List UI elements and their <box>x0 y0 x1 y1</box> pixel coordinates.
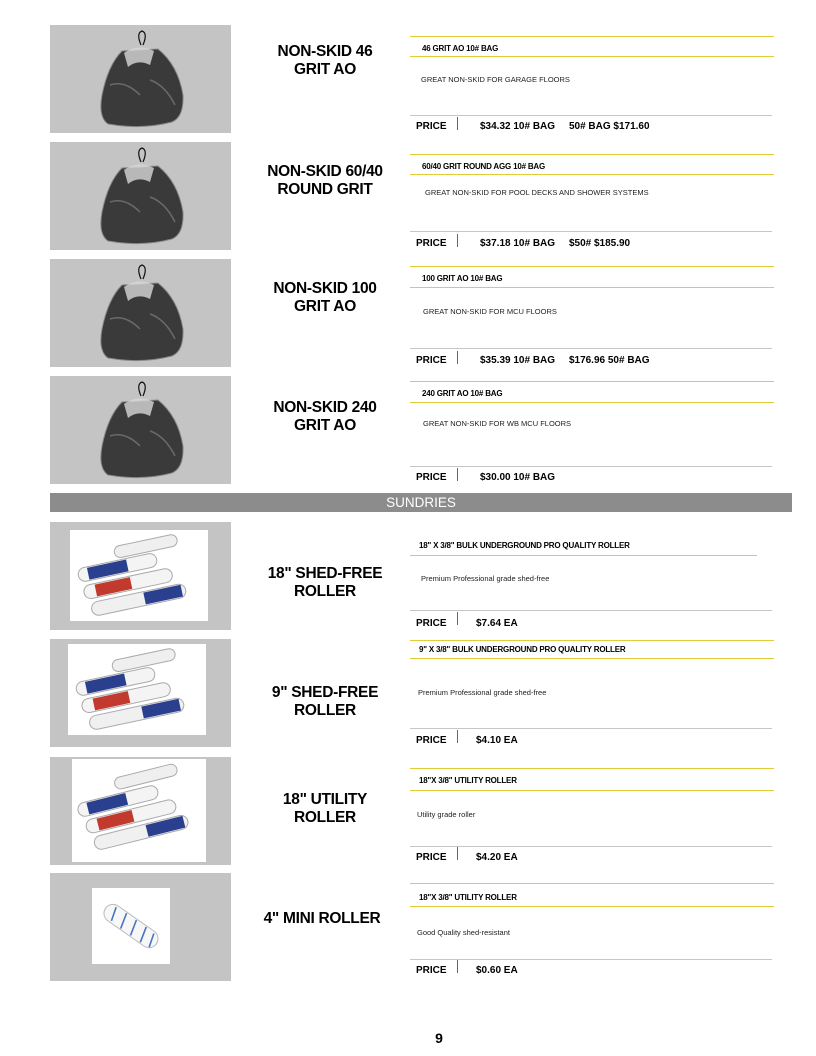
product-price: $0.60 EA <box>476 965 518 976</box>
divider <box>410 402 774 403</box>
divider <box>410 266 774 267</box>
divider <box>410 466 772 467</box>
divider <box>410 154 774 155</box>
product-name: NON-SKID 60/40 ROUND GRIT <box>267 163 383 198</box>
price-label: PRICE <box>416 355 447 366</box>
roller-covers-image <box>50 522 231 630</box>
roller-covers-image <box>50 757 231 865</box>
divider <box>410 658 774 659</box>
divider <box>410 56 774 57</box>
divider <box>410 640 774 641</box>
product-description: GREAT NON-SKID FOR POOL DECKS AND SHOWER SYSTEMS <box>425 188 649 197</box>
divider <box>457 117 458 130</box>
divider <box>410 381 774 382</box>
bag-of-grit-image <box>50 259 231 367</box>
product-code: 9" X 3/8" BULK UNDERGROUND PRO QUALITY ROLLER <box>419 645 626 654</box>
divider <box>410 768 774 769</box>
divider <box>457 847 458 860</box>
divider <box>410 883 774 884</box>
divider <box>457 234 458 247</box>
divider <box>410 790 774 791</box>
product-name: 18" SHED-FREE ROLLER <box>267 565 383 600</box>
product-description: Good Quality shed-resistant <box>417 928 510 937</box>
product-code: 100 GRIT AO 10# BAG <box>422 274 503 283</box>
product-description: GREAT NON-SKID FOR WB MCU FLOORS <box>423 419 572 428</box>
product-description: Utility grade roller <box>417 810 476 819</box>
divider <box>410 115 772 116</box>
product-code: 240 GRIT AO 10# BAG <box>422 389 503 398</box>
divider <box>457 351 458 364</box>
price-label: PRICE <box>416 965 447 976</box>
product-price: $35.39 10# BAG $176.96 50# BAG <box>480 355 650 366</box>
product-code: 18"X 3/8" UTILITY ROLLER <box>419 893 517 902</box>
divider <box>410 610 772 611</box>
divider <box>410 174 774 175</box>
product-name: 18" UTILITY ROLLER <box>282 791 368 826</box>
page-number: 9 <box>435 1030 443 1046</box>
divider <box>410 348 772 349</box>
divider <box>410 728 772 729</box>
divider <box>457 730 458 743</box>
section-title: SUNDRIES <box>50 493 792 512</box>
divider <box>457 612 458 625</box>
product-description: GREAT NON-SKID FOR MCU FLOORS <box>423 307 557 316</box>
divider <box>410 287 774 288</box>
product-name: 9" SHED-FREE ROLLER <box>271 684 379 719</box>
bag-of-grit-image <box>50 25 231 133</box>
divider <box>410 555 757 556</box>
price-label: PRICE <box>416 121 447 132</box>
product-code: 46 GRIT AO 10# BAG <box>422 44 499 53</box>
divider <box>410 906 774 907</box>
product-name: NON-SKID 100 GRIT AO <box>273 280 377 315</box>
divider <box>410 36 774 37</box>
product-price: $30.00 10# BAG <box>480 472 556 483</box>
product-name: 4" MINI ROLLER <box>263 910 381 927</box>
price-label: PRICE <box>416 852 447 863</box>
product-description: GREAT NON-SKID FOR GARAGE FLOORS <box>421 75 570 84</box>
product-price: $4.10 EA <box>476 735 518 746</box>
roller-covers-image <box>50 639 231 747</box>
product-name: NON-SKID 240 GRIT AO <box>273 399 377 434</box>
divider <box>410 231 772 232</box>
product-price: $7.64 EA <box>476 618 518 629</box>
price-label: PRICE <box>416 238 447 249</box>
product-name: NON-SKID 46 GRIT AO <box>277 43 373 78</box>
divider <box>410 959 772 960</box>
product-price: $34.32 10# BAG 50# BAG $171.60 <box>480 121 650 132</box>
mini-roller-image <box>50 873 231 981</box>
product-code: 18"X 3/8" UTILITY ROLLER <box>419 776 517 785</box>
price-label: PRICE <box>416 735 447 746</box>
divider <box>410 846 772 847</box>
price-label: PRICE <box>416 618 447 629</box>
product-price: $37.18 10# BAG $50# $185.90 <box>480 238 631 249</box>
bag-of-grit-image <box>50 142 231 250</box>
product-description: Premium Professional grade shed-free <box>418 688 547 697</box>
price-label: PRICE <box>416 472 447 483</box>
divider <box>457 960 458 973</box>
divider <box>457 468 458 481</box>
bag-of-grit-image <box>50 376 231 484</box>
product-price: $4.20 EA <box>476 852 518 863</box>
product-code: 60/40 GRIT ROUND AGG 10# BAG <box>422 162 546 171</box>
product-description: Premium Professional grade shed-free <box>421 574 550 583</box>
product-code: 18" X 3/8" BULK UNDERGROUND PRO QUALITY ROLLER <box>419 541 630 550</box>
